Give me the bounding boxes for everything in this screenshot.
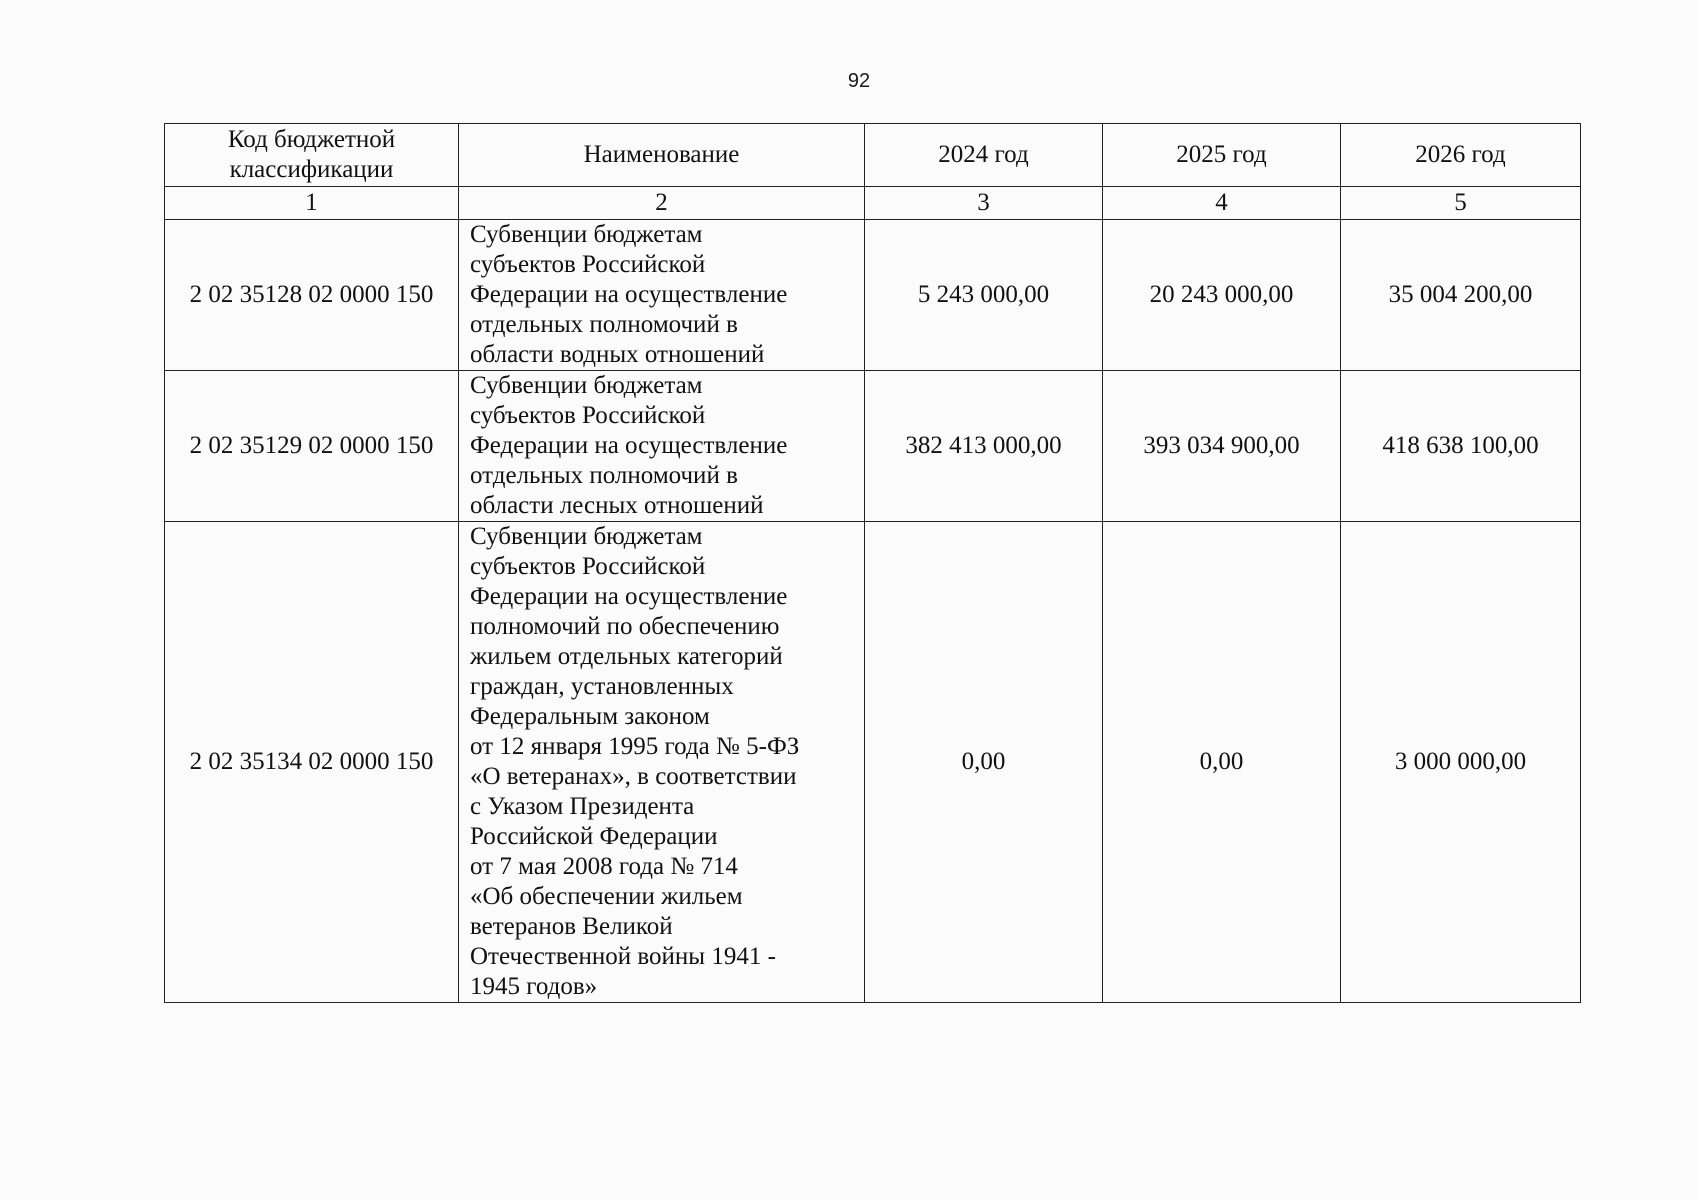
name-line: «Об обеспечении жильем — [470, 883, 743, 910]
budget-code-cell: 2 02 35129 02 0000 150 — [165, 371, 459, 522]
name-cell — [459, 522, 865, 1003]
header-name: Наименование — [459, 124, 865, 187]
amount-2024-cell: 382 413 000,00 — [865, 371, 1103, 522]
header-budget-code-line2: классификации — [229, 156, 394, 183]
amount-2026-cell: 35 004 200,00 — [1341, 220, 1581, 371]
name-line: от 7 мая 2008 года № 714 — [470, 853, 738, 880]
name-line: Российской Федерации — [470, 823, 718, 850]
name-line: жильем отдельных категорий — [470, 643, 783, 670]
amount-2024-cell: 0,00 — [865, 522, 1103, 1003]
name-line: Субвенции бюджетам — [470, 523, 703, 550]
name-line: Субвенции бюджетам — [470, 372, 703, 399]
name-line: Субвенции бюджетам — [470, 221, 703, 248]
amount-2025-cell: 393 034 900,00 — [1103, 371, 1341, 522]
name-line: граждан, установленных — [470, 673, 734, 700]
header-year-2024: 2024 год — [865, 124, 1103, 187]
amount-2025-cell: 20 243 000,00 — [1103, 220, 1341, 371]
amount-2024-cell: 5 243 000,00 — [865, 220, 1103, 371]
name-line: отдельных полномочий в — [470, 462, 738, 489]
name-line: Отечественной войны 1941 - — [470, 943, 776, 970]
name-line: 1945 годов» — [470, 973, 598, 1000]
name-line: «О ветеранах», в соответствии — [470, 763, 797, 790]
name-line: ветеранов Великой — [470, 913, 673, 940]
name-line: субъектов Российской — [470, 251, 706, 278]
name-line: Федерации на осуществление — [470, 281, 788, 308]
page-number: 92 — [847, 70, 871, 92]
column-number-1: 1 — [165, 187, 459, 220]
budget-table — [164, 123, 1581, 1003]
column-number-2: 2 — [459, 187, 865, 220]
column-number-5: 5 — [1341, 187, 1581, 220]
column-number-row — [165, 187, 1581, 220]
name-line: с Указом Президента — [470, 793, 695, 820]
column-number-4: 4 — [1103, 187, 1341, 220]
amount-2026-cell: 3 000 000,00 — [1341, 522, 1581, 1003]
header-year-2025: 2025 год — [1103, 124, 1341, 187]
amount-2026-cell: 418 638 100,00 — [1341, 371, 1581, 522]
table-row — [165, 220, 1581, 371]
amount-2025-cell: 0,00 — [1103, 522, 1341, 1003]
header-year-2026: 2026 год — [1341, 124, 1581, 187]
header-budget-code-line1: Код бюджетной — [227, 126, 396, 153]
name-line: от 12 января 1995 года № 5-ФЗ — [470, 733, 800, 760]
name-line: субъектов Российской — [470, 402, 706, 429]
column-number-3: 3 — [865, 187, 1103, 220]
name-line: Федерации на осуществление — [470, 583, 788, 610]
table-row — [165, 522, 1581, 1003]
name-line: области лесных отношений — [470, 492, 764, 519]
name-line: полномочий по обеспечению — [470, 613, 780, 640]
header-budget-code — [165, 124, 459, 187]
budget-code-cell: 2 02 35128 02 0000 150 — [165, 220, 459, 371]
table-header-row — [165, 124, 1581, 187]
name-line: Федерации на осуществление — [470, 432, 788, 459]
name-cell — [459, 220, 865, 371]
name-line: Федеральным законом — [470, 703, 710, 730]
name-line: субъектов Российской — [470, 553, 706, 580]
budget-code-cell: 2 02 35134 02 0000 150 — [165, 522, 459, 1003]
name-line: отдельных полномочий в — [470, 311, 738, 338]
table-row — [165, 371, 1581, 522]
name-line: области водных отношений — [470, 341, 765, 368]
name-cell — [459, 371, 865, 522]
